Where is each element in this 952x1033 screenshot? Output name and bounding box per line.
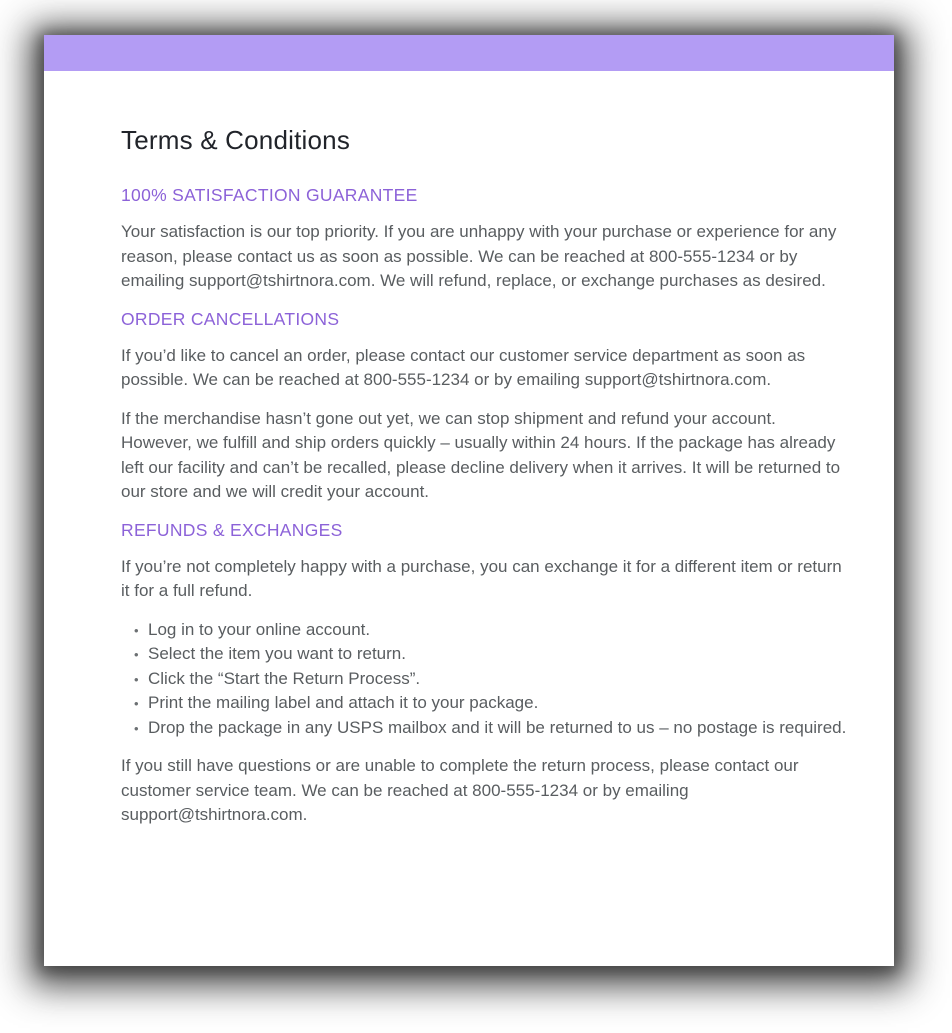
terms-content <box>44 71 894 828</box>
section-refunds-exchanges <box>121 519 850 828</box>
list-item <box>134 691 850 716</box>
list-item <box>134 642 850 667</box>
section-order-cancellations <box>121 308 850 505</box>
section-satisfaction-guarantee <box>121 184 850 294</box>
paragraph-refunds-closing: If you still have questions or are unable to complete the return process, please contact our customer service team. We can be reached at 800-555-1234 or by emailing support@tshirtnora.com. <box>121 756 799 824</box>
return-steps-list <box>121 618 850 741</box>
list-item <box>134 716 850 741</box>
header-accent-bar <box>44 35 894 71</box>
terms-card <box>44 35 894 966</box>
paragraph-satisfaction: Your satisfaction is our top priority. If you are unhappy with your purchase or experience for any reason, please contact us as soon as possible. We can be reached at 800-555-1234 or by emailing support@tshirtnora.com. We will refund, replace, or exchange purchases as desired. <box>121 222 837 290</box>
list-item <box>134 667 850 692</box>
list-item-text: Log in to your online account. <box>148 619 371 639</box>
section-heading-refunds: REFUNDS & EXCHANGES <box>121 519 343 540</box>
section-heading-cancellations: ORDER CANCELLATIONS <box>121 308 340 329</box>
page-title: Terms & Conditions <box>121 125 351 155</box>
paragraph-refunds-intro: If you’re not completely happy with a purchase, you can exchange it for a different item or return it for a full refund. <box>121 556 842 600</box>
paragraph-cancellations-1: If you’d like to cancel an order, please contact our customer service department as soon as possible. We can be reached at 800-555-1234 or by emailing support@tshirtnora.com. <box>121 345 806 389</box>
list-item <box>134 618 850 643</box>
list-item-text: Print the mailing label and attach it to your package. <box>148 693 539 712</box>
list-item-text: Drop the package in any USPS mailbox and it will be returned to us – no postage is required. <box>148 717 847 737</box>
paragraph-cancellations-2: If the merchandise hasn’t gone out yet, we can stop shipment and refund your account. However, we fulfill and ship orders quickly – usually within 24 hours. If the package has already left our facility and can’t be recalled, please decline delivery when it arrives. It will be returned to our store and we will credit your account. <box>121 408 841 501</box>
list-item-text: Select the item you want to return. <box>148 644 406 663</box>
section-heading-satisfaction: 100% SATISFACTION GUARANTEE <box>121 185 418 205</box>
list-item-text: Click the “Start the Return Process”. <box>148 668 421 688</box>
